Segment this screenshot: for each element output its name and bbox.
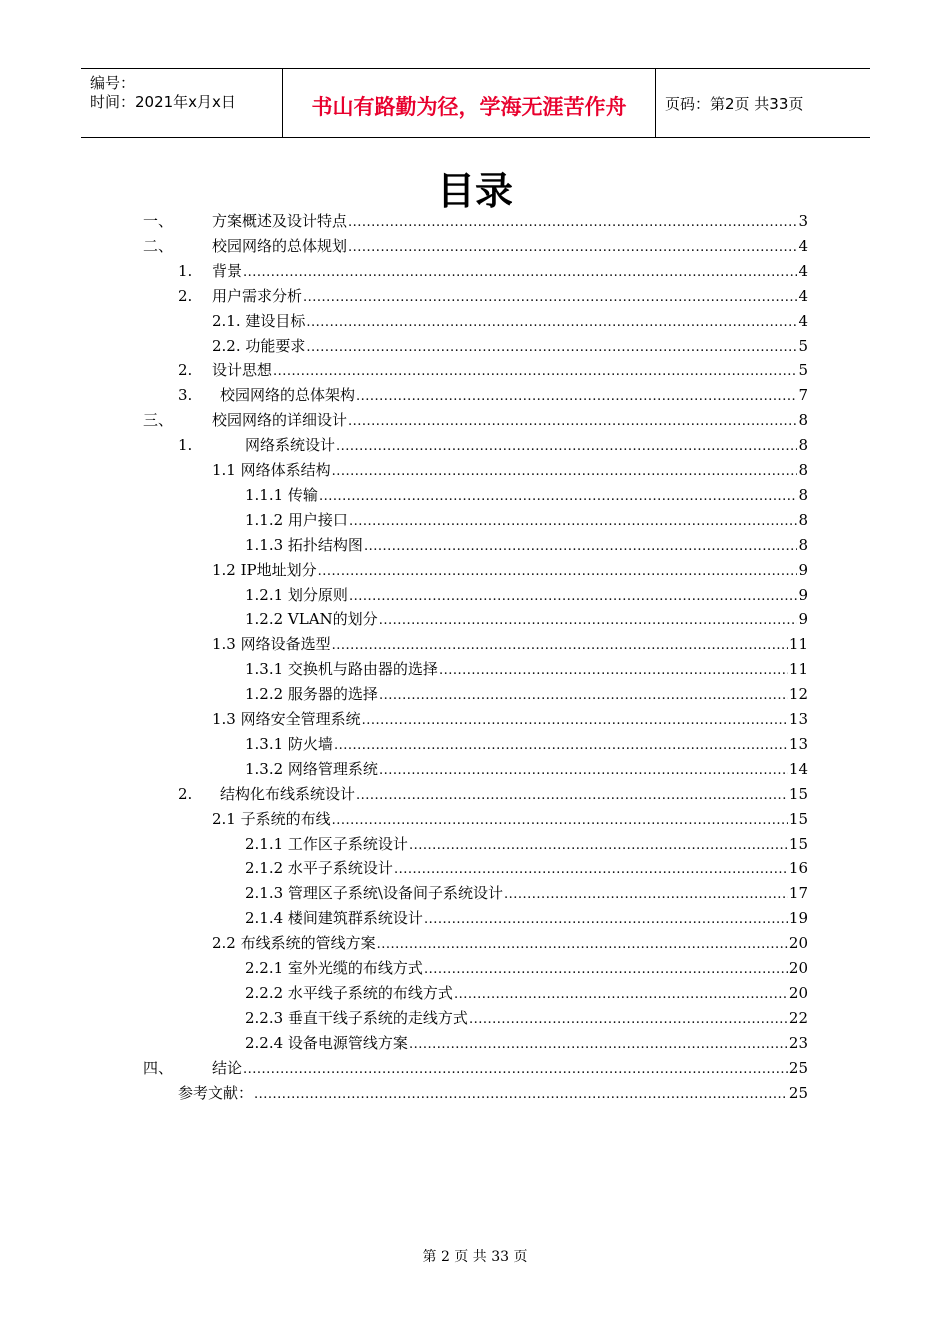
toc-entry-page: 16 bbox=[788, 859, 808, 878]
toc-dot-leader bbox=[273, 360, 797, 384]
toc-entry[interactable] bbox=[0, 607, 950, 631]
toc-dot-leader bbox=[394, 858, 788, 882]
toc-entry[interactable] bbox=[0, 856, 950, 880]
toc-entry-number: 四、 bbox=[143, 1058, 174, 1077]
toc-entry-page: 15 bbox=[788, 809, 808, 828]
toc-entry-page: 3 bbox=[798, 212, 808, 230]
toc-entry-title: 2.1 子系统的布线 bbox=[212, 809, 331, 828]
toc-entry-page: 13 bbox=[788, 734, 808, 753]
toc-entry[interactable] bbox=[0, 383, 950, 407]
toc-dot-leader bbox=[243, 1058, 788, 1082]
toc-entry-page: 17 bbox=[788, 884, 808, 903]
toc-entry-title: 1.1.1 传输 bbox=[245, 485, 318, 504]
toc-entry-page: 8 bbox=[798, 485, 808, 504]
toc-dot-leader bbox=[379, 759, 788, 783]
toc-entry-title: 2.2.2 水平线子系统的布线方式 bbox=[245, 983, 453, 1002]
toc-dot-leader bbox=[377, 933, 788, 957]
toc-entry-page: 15 bbox=[788, 784, 808, 803]
toc-entry-page: 25 bbox=[788, 1083, 808, 1102]
toc-entry-number: 2. bbox=[178, 286, 193, 305]
toc-entry[interactable] bbox=[0, 881, 950, 905]
toc-entry-page: 4 bbox=[798, 311, 808, 330]
motto: 书山有路勤为径，学海无涯苦作舟 bbox=[311, 95, 627, 119]
toc-entry[interactable] bbox=[0, 757, 950, 781]
toc-entry-number: 2. bbox=[178, 361, 193, 380]
toc-entry[interactable] bbox=[0, 408, 950, 432]
toc-entry-page: 11 bbox=[788, 635, 808, 654]
toc-entry-page: 9 bbox=[798, 585, 808, 604]
page-number-label: 页码：第2页 共33页 bbox=[665, 95, 804, 113]
toc-dot-leader bbox=[303, 286, 797, 310]
toc-entry[interactable] bbox=[0, 334, 950, 358]
toc-entry-page: 4 bbox=[798, 286, 808, 305]
toc-entry-title: 1.3 网络安全管理系统 bbox=[212, 710, 361, 728]
toc-dot-leader bbox=[336, 435, 797, 459]
header-page-cell bbox=[656, 69, 870, 137]
toc-entry-title: 1.1.3 拓扑结构图 bbox=[245, 535, 363, 554]
toc-entry-page: 4 bbox=[798, 261, 808, 280]
toc-entry[interactable] bbox=[0, 583, 950, 607]
toc-entry-title: 1.2.2 VLAN的划分 bbox=[245, 610, 378, 629]
toc-entry[interactable] bbox=[0, 632, 950, 656]
toc-entry-page: 9 bbox=[798, 610, 808, 629]
toc-entry-page: 22 bbox=[788, 1008, 808, 1027]
toc-entry[interactable] bbox=[0, 234, 950, 258]
toc-dot-leader bbox=[356, 784, 788, 808]
toc-entry-title: 2.2 布线系统的管线方案 bbox=[212, 934, 376, 953]
toc-entry-number: 3. bbox=[178, 386, 193, 405]
toc-entry-page: 19 bbox=[788, 909, 808, 928]
toc-entry-page: 8 bbox=[798, 510, 808, 529]
toc-entry[interactable] bbox=[0, 458, 950, 482]
toc-entry-title: 1.1 网络体系结构 bbox=[212, 461, 331, 479]
toc-entry-title: 2.1. 建设目标 bbox=[212, 311, 306, 330]
toc-dot-leader bbox=[379, 609, 798, 633]
toc-entry-title: 设计思想 bbox=[212, 361, 273, 380]
toc-entry[interactable] bbox=[0, 284, 950, 308]
toc-entry-title: 1.3 网络设备选型 bbox=[212, 635, 331, 654]
toc-entry-page: 12 bbox=[788, 685, 808, 704]
toc-dot-leader bbox=[348, 236, 797, 260]
toc-entry-title: 2.2.4 设备电源管线方案 bbox=[245, 1033, 408, 1052]
toc-entry-title: 用户需求分析 bbox=[212, 286, 303, 305]
toc-entry[interactable] bbox=[0, 508, 950, 532]
toc-entry-title: 校园网络的总体架构 bbox=[220, 386, 356, 405]
toc-dot-leader bbox=[362, 709, 788, 733]
toc-entry-page: 13 bbox=[788, 710, 808, 728]
toc-entry-page: 11 bbox=[788, 660, 808, 679]
toc-entry-page: 8 bbox=[798, 535, 808, 554]
toc-dot-leader bbox=[504, 883, 788, 907]
toc-entry[interactable] bbox=[0, 358, 950, 382]
toc-entry-page: 5 bbox=[798, 361, 808, 380]
toc-entry[interactable] bbox=[0, 782, 950, 806]
toc-entry-title: 校园网络的详细设计 bbox=[212, 411, 348, 430]
toc-dot-leader bbox=[409, 1033, 788, 1057]
toc-entry-page: 4 bbox=[798, 236, 808, 255]
toc-entry-number: 三、 bbox=[143, 411, 174, 430]
toc-entry-title: 2.1.3 管理区子系统\设备间子系统设计 bbox=[245, 884, 503, 903]
toc-entry-page: 8 bbox=[798, 461, 808, 479]
time-label: 时间：2021年x月x日 bbox=[90, 93, 236, 111]
toc-entry[interactable] bbox=[0, 682, 950, 706]
toc-entry[interactable] bbox=[0, 906, 950, 930]
toc-entry[interactable] bbox=[0, 657, 950, 681]
toc-dot-leader bbox=[424, 908, 788, 932]
toc-entry[interactable] bbox=[0, 832, 950, 856]
toc-entry-title: 方案概述及设计特点 bbox=[212, 212, 348, 230]
page-header bbox=[81, 68, 870, 138]
toc-entry[interactable] bbox=[0, 956, 950, 980]
toc-entry[interactable] bbox=[0, 209, 950, 233]
toc-entry[interactable] bbox=[0, 1006, 950, 1030]
toc-entry-number: 1. bbox=[178, 436, 193, 455]
toc-entry-page: 20 bbox=[788, 959, 808, 977]
toc-entry[interactable] bbox=[0, 1031, 950, 1055]
header-meta-cell bbox=[81, 69, 283, 137]
toc-entry[interactable] bbox=[0, 707, 950, 731]
toc-dot-leader bbox=[332, 460, 798, 484]
toc-entry-number: 1. bbox=[178, 261, 193, 280]
toc-entry[interactable] bbox=[0, 558, 950, 582]
toc-entry-title: 结论 bbox=[212, 1058, 243, 1077]
toc-entry[interactable] bbox=[0, 732, 950, 756]
toc-entry-title: 校园网络的总体规划 bbox=[212, 236, 348, 255]
toc-dot-leader bbox=[243, 261, 797, 285]
toc-entry-title: 1.2.2 服务器的选择 bbox=[245, 685, 378, 704]
toc-entry-page: 23 bbox=[788, 1033, 808, 1052]
toc-dot-leader bbox=[454, 983, 788, 1007]
toc-entry-page: 25 bbox=[788, 1058, 808, 1077]
toc-entry-page: 8 bbox=[798, 411, 808, 430]
toc-entry-page: 9 bbox=[798, 560, 808, 579]
toc-entry-title: 1.3.2 网络管理系统 bbox=[245, 759, 378, 778]
toc-entry[interactable] bbox=[0, 1081, 950, 1105]
code-label: 编号： bbox=[90, 74, 136, 92]
toc-entry-title: 2.1.4 楼间建筑群系统设计 bbox=[245, 909, 423, 928]
toc-dot-leader bbox=[469, 1008, 788, 1032]
toc-entry-title: 1.3.1 防火墙 bbox=[245, 734, 333, 753]
toc-entry-number: 一、 bbox=[143, 212, 174, 230]
toc-entry[interactable] bbox=[0, 483, 950, 507]
toc-entry[interactable] bbox=[0, 433, 950, 457]
toc-dot-leader bbox=[348, 211, 797, 235]
toc-entry-title: 参考文献： bbox=[178, 1083, 254, 1102]
toc-entry-title: 1.2.1 划分原则 bbox=[245, 585, 348, 604]
toc-entry[interactable] bbox=[0, 259, 950, 283]
toc-entry-page: 8 bbox=[798, 436, 808, 455]
toc-entry-title: 1.3.1 交换机与路由器的选择 bbox=[245, 660, 438, 679]
toc-entry-page: 20 bbox=[788, 934, 808, 953]
toc-entry-title: 2.1.1 工作区子系统设计 bbox=[245, 834, 408, 853]
toc-entry-title: 1.1.2 用户接口 bbox=[245, 510, 348, 529]
toc-entry-page: 5 bbox=[798, 336, 808, 355]
toc-dot-leader bbox=[379, 684, 788, 708]
toc-entry-page: 7 bbox=[798, 386, 808, 405]
toc-dot-leader bbox=[424, 958, 788, 982]
toc-entry[interactable] bbox=[0, 981, 950, 1005]
toc-entry-title: 2.2.3 垂直干线子系统的走线方式 bbox=[245, 1008, 468, 1027]
toc-entry-page: 20 bbox=[788, 983, 808, 1002]
toc-dot-leader bbox=[306, 311, 797, 335]
toc-dot-leader bbox=[334, 734, 788, 758]
toc-dot-leader bbox=[254, 1083, 788, 1107]
toc-dot-leader bbox=[348, 410, 797, 434]
toc-entry-title: 2.2. 功能要求 bbox=[212, 336, 306, 355]
toc-entry[interactable] bbox=[0, 533, 950, 557]
page-footer: 第 2 页 共 33 页 bbox=[422, 1249, 528, 1265]
toc-entry[interactable] bbox=[0, 931, 950, 955]
toc-dot-leader bbox=[364, 535, 798, 559]
toc-entry-page: 15 bbox=[788, 834, 808, 853]
toc-dot-leader bbox=[332, 809, 788, 833]
toc-dot-leader bbox=[332, 634, 788, 658]
toc-entry-title: 网络系统设计 bbox=[245, 436, 336, 455]
toc-dot-leader bbox=[318, 560, 798, 584]
toc-dot-leader bbox=[349, 510, 798, 534]
toc-dot-leader bbox=[439, 659, 788, 683]
toc-entry[interactable] bbox=[0, 309, 950, 333]
toc-dot-leader bbox=[409, 834, 788, 858]
toc-dot-leader bbox=[356, 385, 797, 409]
toc-dot-leader bbox=[306, 336, 797, 360]
toc-entry[interactable] bbox=[0, 807, 950, 831]
toc-entry-title: 结构化布线系统设计 bbox=[220, 784, 356, 803]
toc-entry-title: 2.2.1 室外光缆的布线方式 bbox=[245, 959, 423, 977]
toc-entry-number: 二、 bbox=[143, 236, 174, 255]
toc-title: 目录 bbox=[436, 169, 513, 213]
toc-dot-leader bbox=[349, 585, 798, 609]
toc-entry-number: 2. bbox=[178, 784, 193, 803]
toc-dot-leader bbox=[319, 485, 798, 509]
toc-entry-title: 2.1.2 水平子系统设计 bbox=[245, 859, 393, 878]
toc-entry-title: 1.2 IP地址划分 bbox=[212, 560, 317, 579]
toc-entry[interactable] bbox=[0, 1056, 950, 1080]
header-motto-cell bbox=[283, 69, 656, 137]
toc-entry-page: 14 bbox=[788, 759, 808, 778]
toc-entry-title: 背景 bbox=[212, 261, 243, 280]
